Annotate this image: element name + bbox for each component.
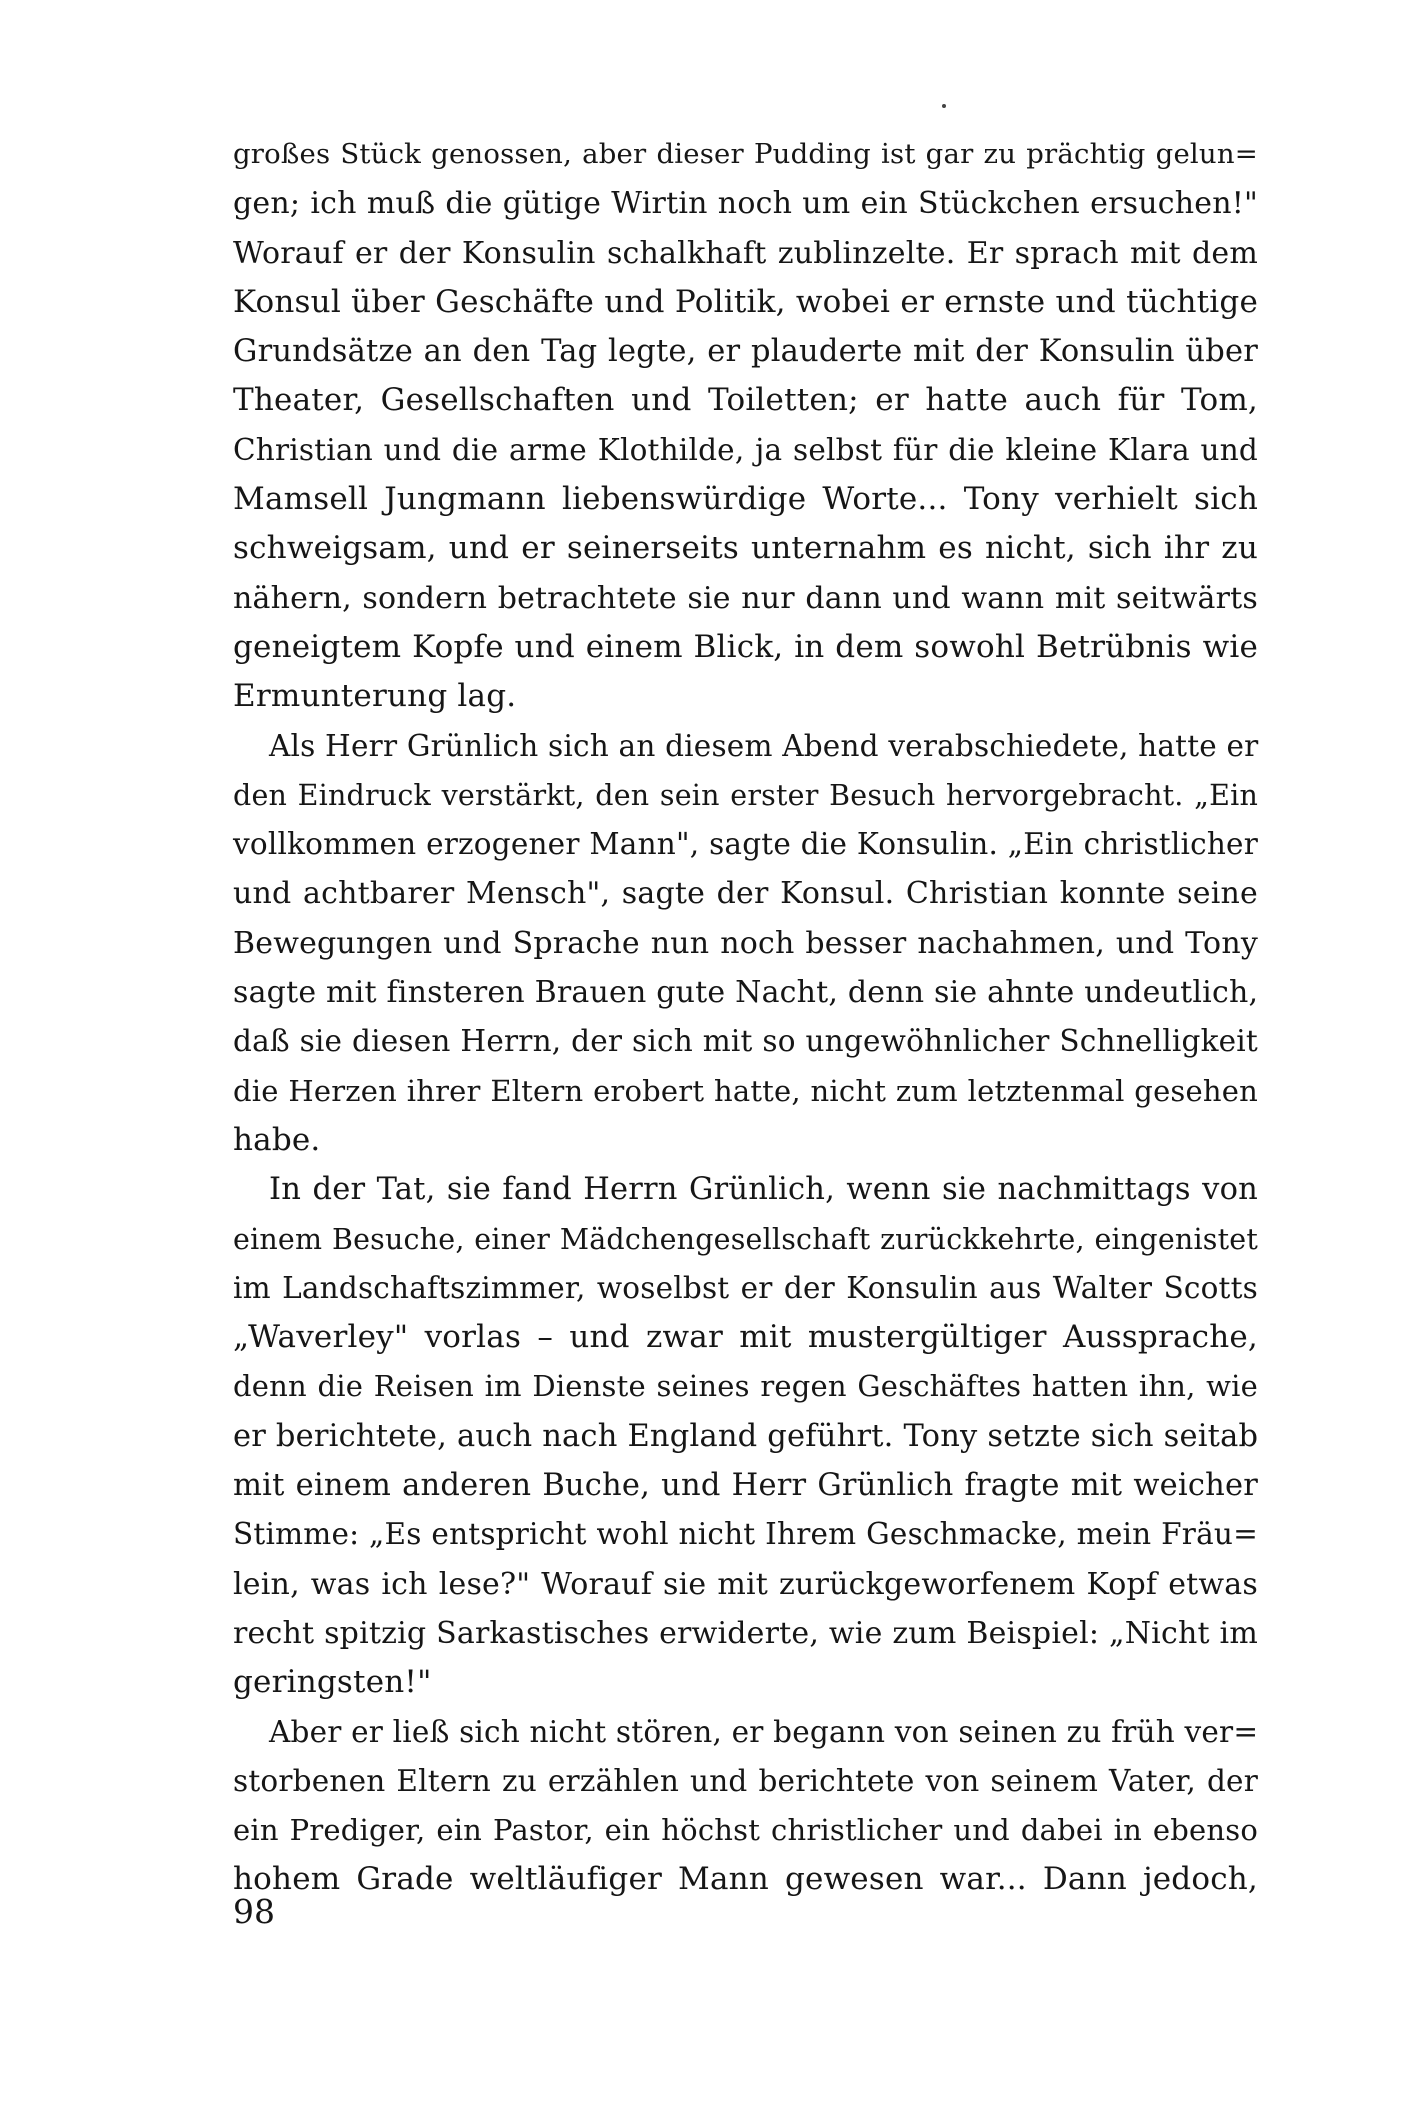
text-line: Worauf er der Konsulin schalkhaft zublinzelte. Er sprach mit dem xyxy=(233,235,1258,271)
text-line: Theater, Gesellschaften und Toiletten; er hatte auch für Tom, xyxy=(233,382,1258,419)
text-line: ein Prediger, ein Pastor, ein höchst christlicher und dabei in ebenso xyxy=(233,1813,1258,1848)
text-line: geneigtem Kopfe und einem Blick, in dem sowohl Betrübnis wie xyxy=(233,628,1258,665)
text-line: schweigsam, und er seinerseits unternahm es nicht, sich ihr zu xyxy=(233,530,1258,567)
text-line: nähern, sondern betrachtete sie nur dann und wann mit seitwärts xyxy=(233,580,1258,616)
body-text xyxy=(233,130,1258,1905)
text-line: er berichtete, auch nach England geführt. Tony setzte sich seitab xyxy=(233,1418,1259,1454)
text-line: lein, was ich lese?" Worauf sie mit zurückgeworfenem Kopf etwas xyxy=(233,1566,1258,1602)
paragraph-first-line: Als Herr Grünlich sich an diesem Abend verabschiedete, hatte er xyxy=(269,728,1259,763)
text-line: storbenen Eltern zu erzählen und berichtete von seinem Vater, der xyxy=(233,1763,1258,1798)
text-line: „Waverley" vorlas – und zwar mit mustergültiger Aussprache, xyxy=(233,1319,1258,1356)
paragraph-first-line: Aber er ließ sich nicht stören, er begann von seinen zu früh ver= xyxy=(269,1714,1259,1749)
text-line: daß sie diesen Herrn, der sich mit so ungewöhnlicher Schnelligkeit xyxy=(233,1024,1258,1059)
text-line: habe. xyxy=(233,1121,321,1158)
page-number: 98 xyxy=(233,1892,275,1931)
text-line: recht spitzig Sarkastisches erwiderte, wie zum Beispiel: „Nicht im xyxy=(233,1615,1258,1651)
text-line: gen; ich muß die gütige Wirtin noch um ein Stückchen ersuchen!" xyxy=(233,186,1258,222)
text-line: mit einem anderen Buche, und Herr Grünlich fragte mit weicher xyxy=(233,1468,1258,1504)
text-line: Konsul über Geschäfte und Politik, wobei er ernste und tüchtige xyxy=(233,283,1258,320)
text-line: Mamsell Jungmann liebenswürdige Worte... Tony verhielt sich xyxy=(233,481,1258,518)
text-line: hohem Grade weltläufiger Mann gewesen war... Dann jedoch, xyxy=(233,1861,1258,1898)
text-line: Ermunterung lag. xyxy=(233,678,517,715)
text-line: Grundsätze an den Tag legte, er plauderte mit der Konsulin über xyxy=(233,334,1258,370)
text-line: die Herzen ihrer Eltern erobert hatte, nicht zum letztenmal gesehen xyxy=(233,1073,1258,1108)
text-line: sagte mit finsteren Brauen gute Nacht, denn sie ahnte undeutlich, xyxy=(233,975,1259,1011)
text-line: denn die Reisen im Dienste seines regen Geschäftes hatten ihn, wie xyxy=(233,1369,1258,1404)
paragraph-first-line: In der Tat, sie fand Herrn Grünlich, wenn sie nachmittags von xyxy=(269,1172,1258,1208)
text-line: den Eindruck verstärkt, den sein erster Besuch hervorgebracht. „Ein xyxy=(233,778,1258,812)
text-line: und achtbarer Mensch", sagte der Konsul. Christian konnte seine xyxy=(233,876,1258,912)
text-line: Stimme: „Es entspricht wohl nicht Ihrem Geschmacke, mein Fräu= xyxy=(233,1517,1258,1552)
text-line: Christian und die arme Klothilde, ja selbst für die kleine Klara und xyxy=(233,432,1258,467)
text-line: großes Stück genossen, aber dieser Pudding ist gar zu prächtig gelun= xyxy=(233,138,1258,170)
text-line: geringsten!" xyxy=(233,1664,432,1701)
text-line: einem Besuche, einer Mädchengesellschaft zurückkehrte, eingenistet xyxy=(233,1222,1258,1256)
text-line: im Landschaftszimmer, woselbst er der Konsulin aus Walter Scotts xyxy=(233,1270,1258,1305)
print-speck xyxy=(942,104,946,108)
text-line: vollkommen erzogener Mann", sagte die Konsulin. „Ein christlicher xyxy=(233,827,1258,862)
text-line: Bewegungen und Sprache nun noch besser nachahmen, und Tony xyxy=(233,925,1258,961)
